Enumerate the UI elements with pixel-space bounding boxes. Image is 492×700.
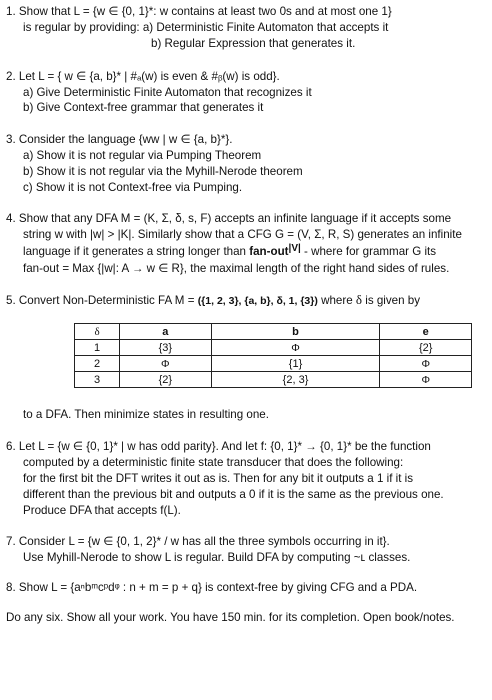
q6-line-5: Produce DFA that accepts f(L). <box>23 504 181 517</box>
q4-line-4: fan-out = Max {|w|: A → w ∈ R}, the maximal length of the right hand sides of rules. <box>23 262 450 275</box>
q1-line-2: is regular by providing: a) Deterministic Finite Automaton that accepts it <box>23 21 389 34</box>
q4-line-2: string w with |w| > |K|. Similarly show that a CFG G = (V, Σ, R, S) generates an infinite <box>23 228 462 241</box>
q4-line-3-text: language if it generates a string longer than <box>23 245 250 258</box>
table-row <box>75 372 472 388</box>
table-header-b: b <box>211 324 380 340</box>
table-cell: Φ <box>120 356 212 372</box>
table-row <box>75 356 472 372</box>
q3-line-3: b) Show it is not regular via the Myhill-Nerode theorem <box>23 165 303 178</box>
q2-line-1: 2. Let L = { w ∈ {a, b}* | #ₐ(w) is even & #ᵦ(w) is odd}. <box>6 70 280 83</box>
q2-line-3: b) Give Context-free grammar that generates it <box>23 101 264 114</box>
q6-line-4: different than the previous bit and outputs a 0 if it is the same as the previous one. <box>23 488 444 501</box>
table-cell: 2 <box>75 356 120 372</box>
fan-out-exponent: |V| <box>288 243 301 254</box>
q1-line-1: 1. Show that L = {w ∈ {0, 1}*: w contains at least two 0s and at most one 1} <box>6 5 392 18</box>
q1-line-3: b) Regular Expression that generates it. <box>151 37 356 50</box>
q2-line-2: a) Give Deterministic Finite Automaton that recognizes it <box>23 86 312 99</box>
q7-line-1: 7. Consider L = {w ∈ {0, 1, 2}* / w has all the three symbols occurring in it}. <box>6 535 390 548</box>
table-cell: {2} <box>120 372 212 388</box>
table-cell: {2, 3} <box>211 372 380 388</box>
q4-line-3 <box>23 245 436 260</box>
table-header-delta: δ <box>75 324 120 340</box>
nfa-tuple: ({1, 2, 3}, {a, b}, δ, 1, {3}) <box>197 295 318 307</box>
q3-line-1: 3. Consider the language {ww | w ∈ {a, b}*}. <box>6 133 233 146</box>
q5-given: is given by <box>362 294 421 307</box>
table-cell: Φ <box>380 372 472 388</box>
q5-where: where <box>317 294 356 307</box>
transition-table <box>74 323 472 388</box>
q3-line-2: a) Show it is not regular via Pumping Theorem <box>23 149 262 162</box>
q5-after: to a DFA. Then minimize states in resulting one. <box>23 408 269 421</box>
table-cell: {3} <box>120 340 212 356</box>
table-cell: {2} <box>380 340 472 356</box>
table-cell: Φ <box>380 356 472 372</box>
table-row <box>75 340 472 356</box>
table-cell: 3 <box>75 372 120 388</box>
q5-line-1 <box>6 293 420 308</box>
delta-symbol: δ <box>355 292 363 307</box>
table-header-e: e <box>380 324 472 340</box>
q6-line-2: computed by a deterministic finite state transducer that does the following: <box>23 456 404 469</box>
table-cell: 1 <box>75 340 120 356</box>
fan-out-term: fan-out <box>249 245 289 258</box>
q4-line-3-tail: - where for grammar G its <box>300 245 437 258</box>
table-header-a: a <box>120 324 212 340</box>
q5-intro: 5. Convert Non-Deterministic FA M = <box>6 294 198 307</box>
q6-line-1: 6. Let L = {w ∈ {0, 1}* | w has odd parity}. And let f: {0, 1}* → {0, 1}* be the function <box>6 440 431 453</box>
q8-line-1: 8. Show L = {aⁿbᵐcᵖdᵠ : n + m = p + q} is context-free by giving CFG and a PDA. <box>6 581 418 594</box>
table-cell: Φ <box>211 340 380 356</box>
q3-line-4: c) Show it is not Context-free via Pumping. <box>23 181 243 194</box>
q7-line-2: Use Myhill-Nerode to show L is regular. Build DFA by computing ~ʟ classes. <box>23 551 411 564</box>
table-cell: {1} <box>211 356 380 372</box>
q4-line-1: 4. Show that any DFA M = (K, Σ, δ, s, F) accepts an infinite language if it accepts some <box>6 212 452 225</box>
table-header-row <box>75 324 472 340</box>
q6-line-3: for the first bit the DFT writes it out as is. Then for any bit it outputs a 1 if it is <box>23 472 414 485</box>
instructions-footer: Do any six. Show all your work. You have 150 min. for its completion. Open book/notes. <box>6 611 455 624</box>
